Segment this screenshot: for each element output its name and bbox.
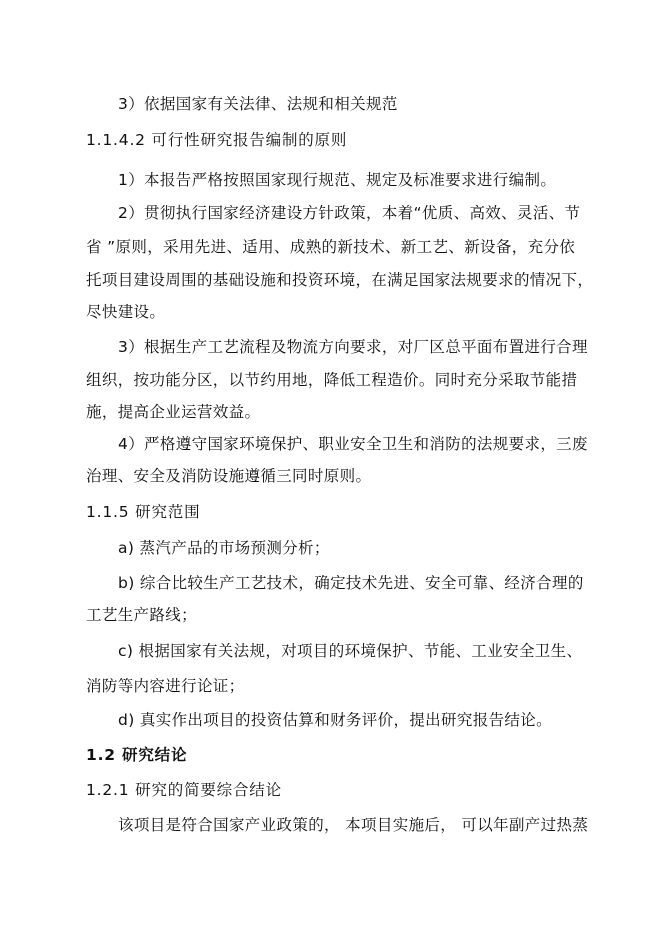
section-heading: 1.2 研究结论 <box>86 746 188 764</box>
paragraph-line: 托项目建设周围的基础设施和投资环境，在满足国家法规要求的情况下， <box>86 271 594 289</box>
section-heading: 1.1.5 研究范围 <box>86 503 201 521</box>
paragraph-line: 1）本报告严格按照国家现行规范、规定及标准要求进行编制。 <box>118 171 557 189</box>
section-heading: 1.2.1 研究的简要综合结论 <box>86 781 282 799</box>
list-item: c) 根据国家有关法规，对项目的环境保护、节能、工业安全卫生、 <box>118 642 583 660</box>
paragraph-line: 治理、安全及消防设施遵循三同时原则。 <box>86 467 372 485</box>
paragraph-line: 省 ”原则，采用先进、适用、成熟的新技术、新工艺、新设备，充分依 <box>86 238 576 256</box>
paragraph-line: 2）贯彻执行国家经济建设方针政策，本着“优质、高效、灵活、节 <box>118 204 581 222</box>
paragraph-line: 施，提高企业运营效益。 <box>86 403 261 421</box>
paragraph-line: 4）严格遵守国家环境保护、职业安全卫生和消防的法规要求，三废 <box>118 435 588 453</box>
paragraph-line: 组织，按功能分区，以节约用地，降低工程造价。同时充分采取节能措 <box>86 371 578 389</box>
paragraph-line: 该项目是符合国家产业政策的， 本项目实施后， 可以年副产过热蒸 <box>118 816 589 834</box>
paragraph-line: 3）根据生产工艺流程及物流方向要求，对厂区总平面布置进行合理 <box>118 338 588 356</box>
paragraph-line: 消防等内容进行论证； <box>86 677 245 695</box>
list-item: d) 真实作出项目的投资估算和财务评价，提出研究报告结论。 <box>118 711 552 729</box>
paragraph-line: 工艺生产路线； <box>86 606 197 624</box>
list-item: a) 蒸汽产品的市场预测分析； <box>118 539 330 557</box>
paragraph-line: 3）依据国家有关法律、法规和相关规范 <box>118 95 398 113</box>
list-item: b) 综合比较生产工艺技术，确定技术先进、安全可靠、经济合理的 <box>118 574 584 592</box>
section-heading: 1.1.4.2 可行性研究报告编制的原则 <box>86 131 348 149</box>
paragraph-line: 尽快建设。 <box>86 303 166 321</box>
